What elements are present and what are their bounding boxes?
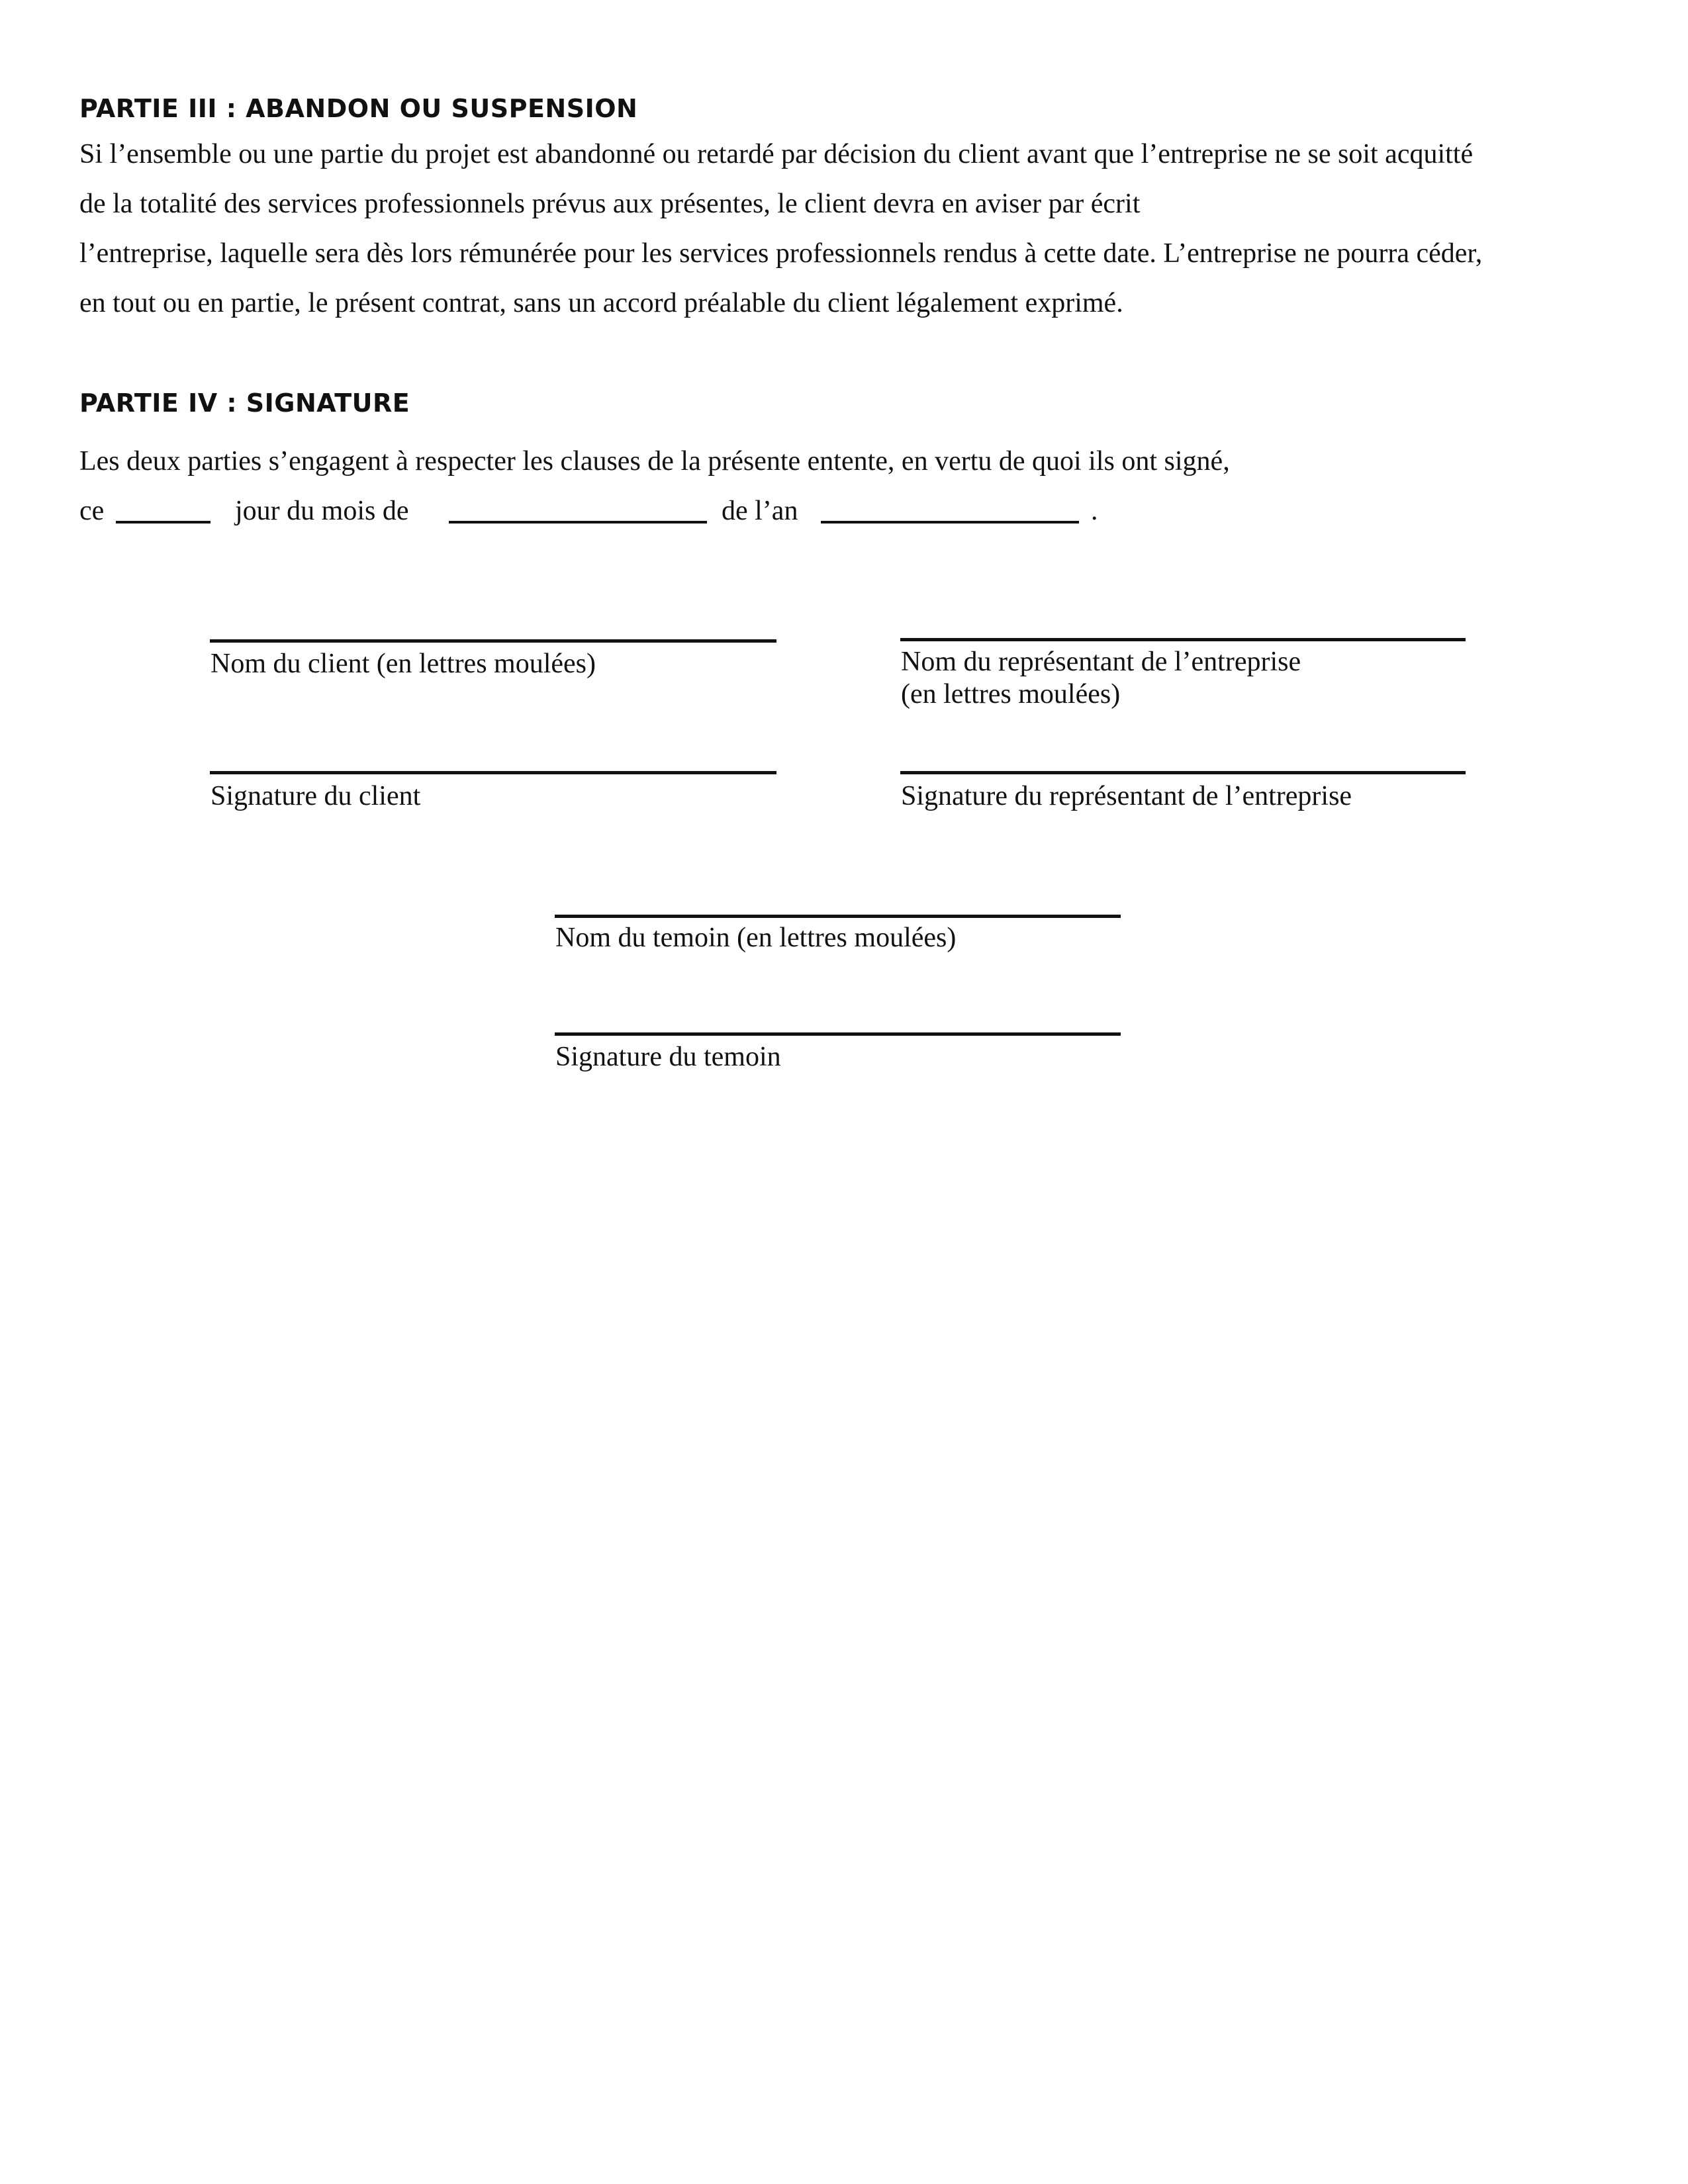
date-ce-label: ce: [79, 496, 105, 526]
client-name-label: Nom du client (en lettres moulées): [211, 649, 596, 679]
rep-signature-label: Signature du représentant de l’entreprise: [901, 781, 1352, 811]
rep-name-label-line2: (en lettres moulées): [901, 679, 1121, 709]
part4-intro: Les deux parties s’engagent à respecter les clauses de la présente entente, en vertu de quoi ils ont signé,: [79, 446, 1230, 477]
part3-line-3: l’entreprise, laquelle sera dès lors rémunérée pour les services professionnels rendus à cette date. L’entreprise ne pourra céder,: [79, 238, 1483, 269]
part3-line-4: en tout ou en partie, le présent contrat, sans un accord préalable du client légalement exprimé.: [79, 288, 1123, 318]
part3-line-1: Si l’ensemble ou une partie du projet est abandonné ou retardé par décision du client avant que l’entreprise ne se soit acquitté: [79, 139, 1474, 169]
year-blank-field[interactable]: [821, 521, 1079, 523]
part3-line-2: de la totalité des services professionnels prévus aux présentes, le client devra en aviser par écrit: [79, 189, 1141, 219]
rep-signature-line[interactable]: [900, 771, 1466, 774]
month-blank-field[interactable]: [449, 521, 707, 523]
client-signature-label: Signature du client: [211, 781, 421, 811]
witness-name-label: Nom du temoin (en lettres moulées): [555, 923, 957, 953]
client-signature-line[interactable]: [210, 771, 776, 774]
day-blank-field[interactable]: [116, 521, 211, 523]
witness-signature-label: Signature du temoin: [555, 1042, 781, 1072]
client-name-line[interactable]: [210, 639, 776, 643]
date-year-label: de l’an: [722, 496, 798, 526]
date-month-label: jour du mois de: [235, 496, 409, 526]
part3-heading: PARTIE III : ABANDON OU SUSPENSION: [79, 94, 638, 123]
rep-name-line[interactable]: [900, 638, 1466, 641]
witness-signature-line[interactable]: [555, 1032, 1121, 1036]
witness-name-line[interactable]: [555, 915, 1121, 918]
rep-name-label-line1: Nom du représentant de l’entreprise: [901, 647, 1301, 677]
date-period: .: [1091, 496, 1098, 526]
part4-heading: PARTIE IV : SIGNATURE: [79, 388, 410, 418]
